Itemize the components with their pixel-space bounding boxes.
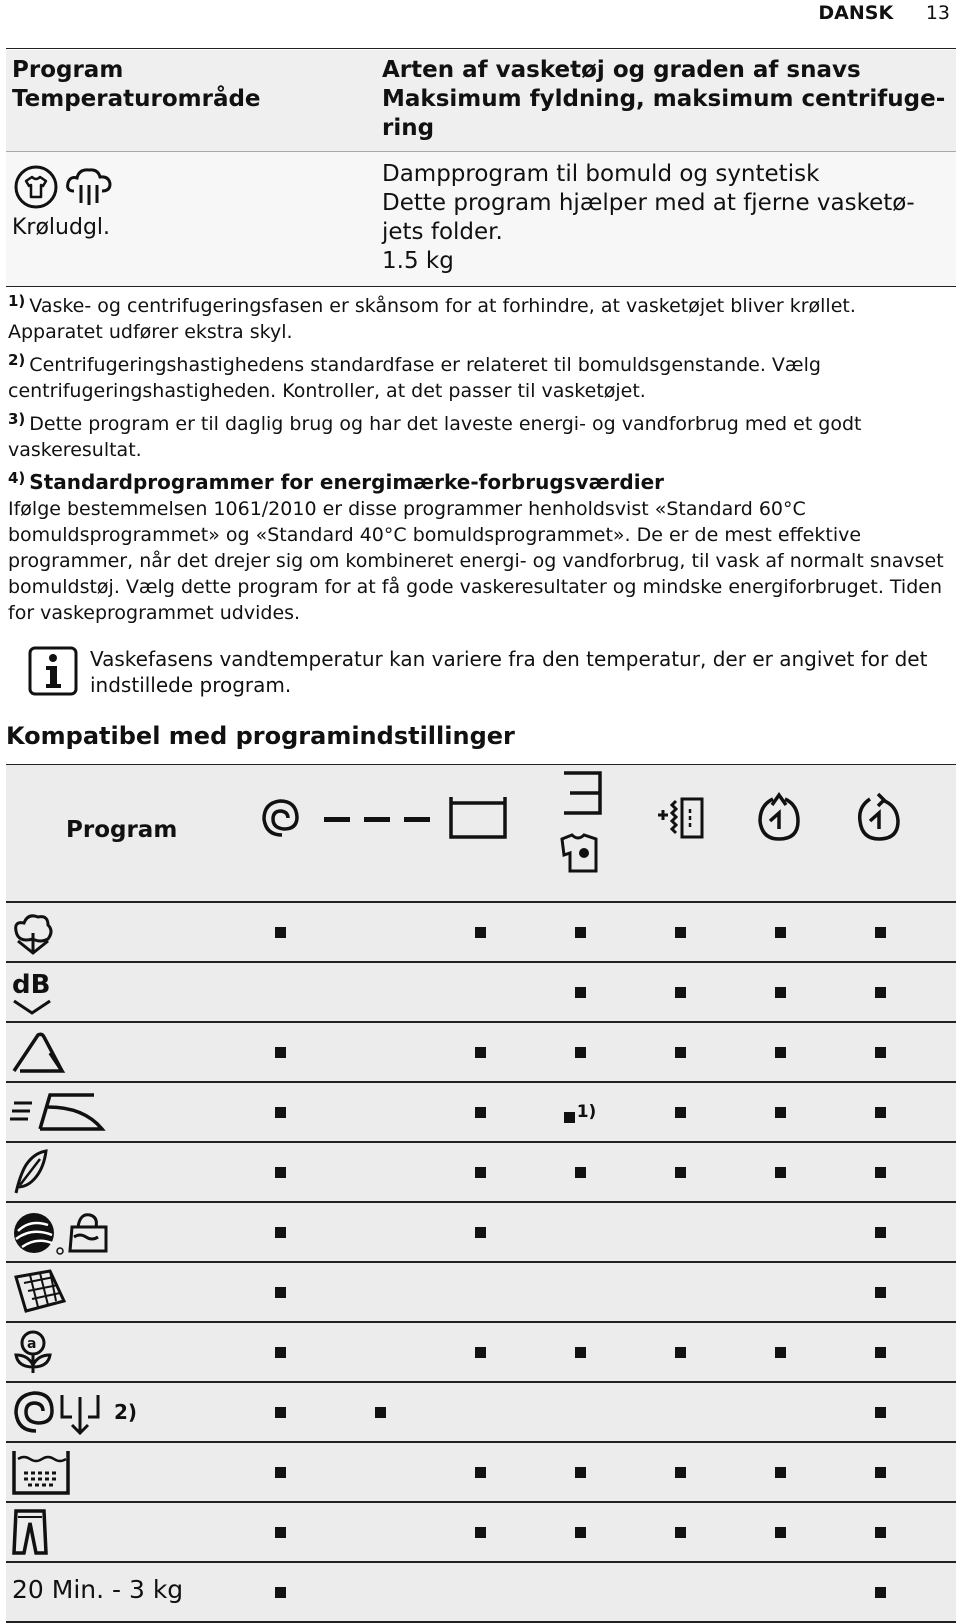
compat-cell [630, 963, 730, 1021]
compatible-mark [275, 1047, 286, 1058]
compatible-mark [575, 1047, 586, 1058]
compat-cell [530, 1203, 630, 1261]
heading-program: Program [12, 57, 124, 83]
compat-cell [630, 1323, 730, 1381]
compatible-mark [775, 1347, 786, 1358]
footnote-4: $^{4)}$ Standardprogrammer for energimærke-forbrugsværdier Ifølge bestemmelsen 1061/2010 er disse programmer henholdsvist «Standard 60°C bomuldsprogrammet» og «Standard 40°C bomuldsprogrammet». De er de mest effektive programmer, når det drejer sig om kombineret energi- og vandforbrug, til vask af normalt snavset bomuldstøj. Vælg dette program for at få gode vaskeresultater og mindske energiforbruget. Tiden for vaskeprogrammet udvides. [8, 469, 944, 624]
compat-row [6, 1203, 956, 1263]
compatible-mark [275, 1107, 286, 1118]
jeans-icon [10, 1507, 50, 1557]
compat-cell [730, 903, 830, 961]
compatible-mark [875, 1527, 886, 1538]
compat-cell [430, 1443, 530, 1501]
compatible-mark [375, 1407, 386, 1418]
compat-row [6, 1083, 956, 1143]
compat-cell [730, 1203, 830, 1261]
program-table [6, 50, 956, 287]
compat-cell [630, 1563, 730, 1621]
compat-row [6, 903, 956, 963]
info-text: Vaskefasens vandtemperatur kan variere fra den temperatur, der er angivet for det indstillede program. [90, 647, 928, 697]
info-box [28, 646, 948, 698]
rinses-icon [10, 1447, 72, 1497]
compat-row [6, 963, 956, 1023]
time-save-icon [754, 791, 804, 845]
compat-row [6, 1323, 956, 1383]
compat-row [6, 1443, 956, 1503]
silent-db-icon [10, 967, 56, 1017]
compat-cell [630, 1503, 730, 1561]
compat-cell [730, 1323, 830, 1381]
compat-cell [430, 1203, 530, 1261]
program-description-3: jets folder. [382, 219, 503, 245]
compatible-mark [475, 1167, 486, 1178]
spin-icon [256, 795, 304, 843]
compatible-mark [875, 1047, 886, 1058]
compatible-mark [675, 1527, 686, 1538]
row-program-label: 20 Min. - 3 kg [12, 1575, 184, 1604]
delay-start-icon [854, 791, 904, 845]
compat-cell [230, 1083, 330, 1141]
compat-cell [230, 963, 330, 1021]
compat-cell [730, 1563, 830, 1621]
compat-cell [630, 903, 730, 961]
duvet-icon [10, 1267, 68, 1317]
compatible-mark [575, 1167, 586, 1178]
column-program-label: Program [66, 817, 178, 843]
heading-temperature: Temperaturområde [12, 86, 261, 112]
compat-cell [330, 1023, 430, 1081]
compatible-mark [675, 1107, 686, 1118]
compat-cell [730, 1443, 830, 1501]
compatible-mark [575, 927, 586, 938]
compat-cell [830, 1383, 930, 1441]
compat-cell [230, 1263, 330, 1321]
compat-cell [330, 1143, 430, 1201]
compat-cell [430, 1503, 530, 1561]
compatible-mark [875, 1107, 886, 1118]
compatible-mark [475, 1227, 486, 1238]
compatible-mark [475, 1047, 486, 1058]
compat-cell [830, 1443, 930, 1501]
compatible-mark [275, 1527, 286, 1538]
compatible-mark [275, 1407, 286, 1418]
compatible-mark [564, 1112, 575, 1123]
compat-cell [330, 1563, 430, 1621]
compatible-mark [675, 987, 686, 998]
program-load: 1.5 kg [382, 248, 454, 274]
compat-cell [630, 1263, 730, 1321]
compat-cell [530, 1323, 630, 1381]
compat-cell [530, 963, 630, 1021]
compatible-mark [275, 1347, 286, 1358]
info-icon [28, 646, 78, 696]
program-row-anti-crease [6, 152, 956, 287]
compat-cell [230, 1563, 330, 1621]
compatible-mark [875, 1227, 886, 1238]
compatible-mark [575, 1467, 586, 1478]
language-label: DANSK [818, 2, 894, 24]
compatible-mark [775, 1467, 786, 1478]
page-header [818, 2, 950, 24]
compatible-mark [875, 1467, 886, 1478]
compat-cell [230, 1383, 330, 1441]
compat-cell [230, 903, 330, 961]
footnote-1: $^{1)}$ Vaske- og centrifugeringsfasen er skånsom for at forhindre, at vasketøjet bliver krøllet. Apparatet udfører ekstra skyl. [8, 292, 856, 343]
compatible-mark [675, 1047, 686, 1058]
compatible-mark [775, 1107, 786, 1118]
compat-cell [430, 903, 530, 961]
compatible-mark [775, 1047, 786, 1058]
compat-cell [530, 1083, 630, 1141]
compatible-mark [875, 1167, 886, 1178]
compat-cell [730, 1023, 830, 1081]
program-description-1: Dampprogram til bomuld og syntetisk [382, 161, 820, 187]
compat-cell [330, 1083, 430, 1141]
compatible-mark [675, 1347, 686, 1358]
compat-cell [730, 1263, 830, 1321]
compat-cell [230, 1443, 330, 1501]
compat-cell [330, 903, 430, 961]
divider [6, 48, 956, 49]
page-number: 13 [925, 2, 950, 24]
compatible-mark [275, 1287, 286, 1298]
svg-text:a: a [27, 1336, 37, 1352]
compat-cell [830, 1503, 930, 1561]
compat-row [6, 1023, 956, 1083]
footnote-3: $^{3)}$ Dette program er til daglig brug og har det laveste energi- og vandforbrug med et godt vaskeresultat. [8, 410, 862, 461]
compat-cell [630, 1443, 730, 1501]
compat-cell [330, 1503, 430, 1561]
compat-cell [230, 1143, 330, 1201]
compat-cell [430, 1263, 530, 1321]
compat-row [6, 1563, 956, 1623]
easy-iron-icon [10, 1087, 106, 1137]
crease-steam-shirt-icon [12, 163, 60, 211]
compatible-mark [575, 987, 586, 998]
compatible-mark [875, 987, 886, 998]
compat-cell [630, 1383, 730, 1441]
spin-drain-icon [10, 1387, 137, 1437]
compat-cell [230, 1323, 330, 1381]
compatible-mark [775, 1167, 786, 1178]
program-description-2: Dette program hjælper med at fjerne vasketø- [382, 190, 915, 216]
compat-cell [730, 1143, 830, 1201]
compat-cell [330, 1383, 430, 1441]
compat-cell [630, 1083, 730, 1141]
compat-row [6, 1263, 956, 1323]
compat-cell [430, 963, 530, 1021]
compat-cell [630, 1143, 730, 1201]
compat-cell [730, 963, 830, 1021]
compat-cell [830, 1203, 930, 1261]
heading-max-load: Maksimum fyldning, maksimum centrifuge- [382, 86, 946, 112]
svg-text:dB: dB [12, 970, 51, 1000]
compat-cell [830, 903, 930, 961]
rinse-hold-dashes-icon [324, 813, 434, 827]
compatible-mark [875, 927, 886, 938]
compat-row [6, 1383, 956, 1443]
compat-cell [330, 1323, 430, 1381]
section-title: Kompatibel med programindstillinger [6, 722, 515, 750]
compatible-mark [275, 1587, 286, 1598]
compat-cell [830, 1143, 930, 1201]
compat-cell [830, 1023, 930, 1081]
compat-cell [530, 1263, 630, 1321]
allergy-flower-icon [10, 1327, 56, 1377]
compatible-mark [475, 1347, 486, 1358]
compatible-mark [475, 1467, 486, 1478]
steam-cloud-icon [64, 163, 114, 211]
compatible-mark [275, 927, 286, 938]
compat-cell [730, 1083, 830, 1141]
compatibility-table [6, 764, 956, 1623]
compat-cell [230, 1023, 330, 1081]
compat-cell [330, 963, 430, 1021]
compat-cell [830, 1263, 930, 1321]
compat-cell [730, 1503, 830, 1561]
compatible-mark [475, 1527, 486, 1538]
compatible-mark [875, 1287, 886, 1298]
compat-cell [530, 1143, 630, 1201]
extra-rinse-icon [654, 795, 706, 843]
heading-laundry-type: Arten af vasketøj og graden af snavs [382, 57, 861, 83]
compat-cell [530, 1563, 630, 1621]
compatible-mark [575, 1527, 586, 1538]
footnotes [8, 288, 953, 628]
compatible-mark [775, 1527, 786, 1538]
compat-row [6, 1143, 956, 1203]
compat-cell [430, 1143, 530, 1201]
synthetics-icon [10, 1027, 66, 1077]
compatible-mark [875, 1407, 886, 1418]
stain-shirt-icon [556, 769, 606, 889]
compat-cell [530, 1023, 630, 1081]
compat-cell [430, 1383, 530, 1441]
compat-row [6, 1503, 956, 1563]
compatible-mark [275, 1227, 286, 1238]
compatible-mark [675, 927, 686, 938]
compat-cell [430, 1023, 530, 1081]
compat-cell [530, 1503, 630, 1561]
compatible-mark [875, 1587, 886, 1598]
compat-cell [230, 1503, 330, 1561]
compatible-mark [275, 1167, 286, 1178]
compatibility-table-header [6, 764, 956, 903]
compat-cell [830, 1083, 930, 1141]
compat-cell [230, 1203, 330, 1261]
soak-tub-icon [448, 793, 508, 841]
footnote-2: $^{2)}$ Centrifugeringshastighedens standardfase er relateret til bomuldsgenstande. Vælg centrifugeringshastigheden. Kontroller, at det passer til vasketøjet. [8, 351, 821, 402]
program-table-header [6, 50, 956, 152]
compat-cell [430, 1083, 530, 1141]
footnote-mark: 2) [114, 1400, 138, 1424]
heading-max-load-cont: ring [382, 115, 435, 141]
compat-cell [530, 1443, 630, 1501]
compat-cell [530, 903, 630, 961]
compatible-mark [675, 1167, 686, 1178]
footnote-mark: 1) [576, 1102, 597, 1122]
compat-cell [830, 1563, 930, 1621]
compat-cell [330, 1263, 430, 1321]
compat-cell [530, 1383, 630, 1441]
compatible-mark [775, 987, 786, 998]
delicates-feather-icon [10, 1147, 50, 1197]
compatible-mark [675, 1467, 686, 1478]
compatible-mark [775, 927, 786, 938]
compatible-mark [875, 1347, 886, 1358]
program-name: Krøludgl. [12, 215, 111, 240]
compat-cell [430, 1323, 530, 1381]
compat-cell [430, 1563, 530, 1621]
compat-cell [630, 1023, 730, 1081]
compatible-mark [275, 1467, 286, 1478]
compat-cell [330, 1443, 430, 1501]
compat-cell [330, 1203, 430, 1261]
eco-cotton-icon [10, 907, 56, 957]
compat-cell [730, 1383, 830, 1441]
compatible-mark [475, 927, 486, 938]
compat-cell [830, 1323, 930, 1381]
compatible-mark [475, 1107, 486, 1118]
compat-cell [630, 1203, 730, 1261]
compat-cell [830, 963, 930, 1021]
wool-handwash-icon [10, 1207, 110, 1257]
compatible-mark [575, 1347, 586, 1358]
